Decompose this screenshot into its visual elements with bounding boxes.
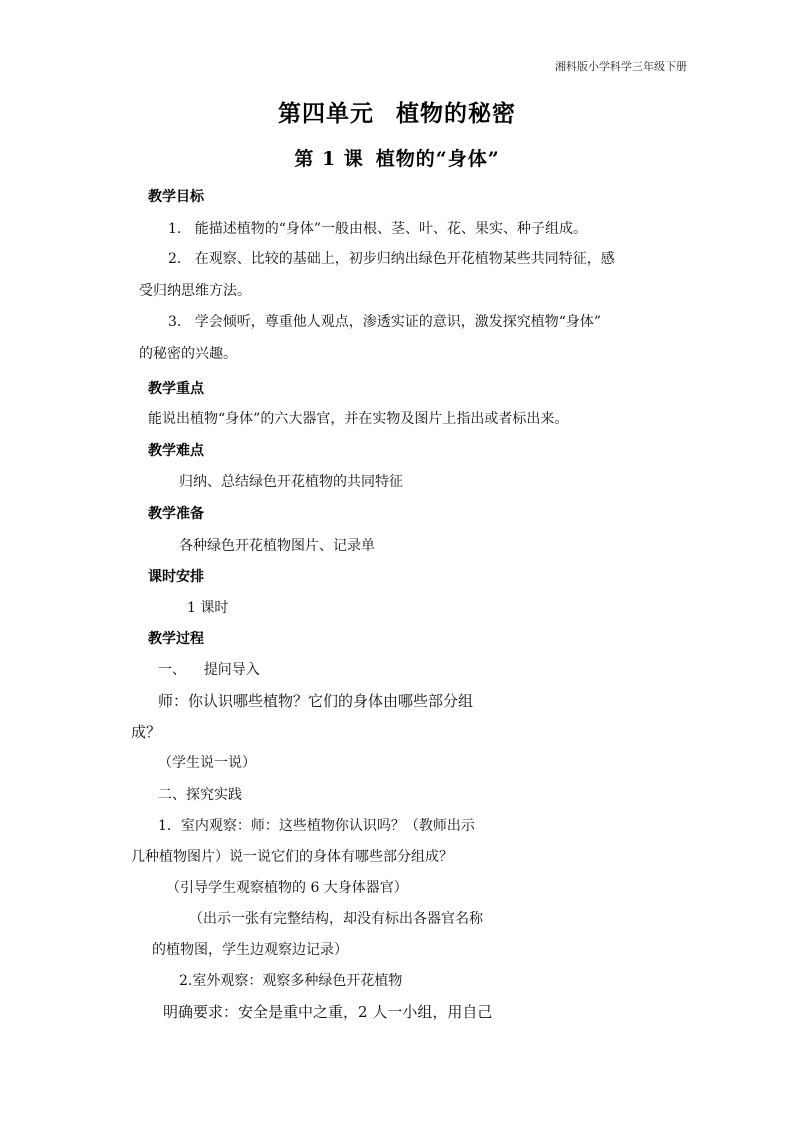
objective-item-2 <box>168 248 615 268</box>
indoor-observation-line-2: 几种植物图片）说一说它们的身体有哪些部分组成？ <box>131 849 453 865</box>
indoor-observation-line-1: 1．室内观察：师：这些植物你认识吗？（教师出示 <box>158 818 475 834</box>
page-header-note: 湘科版小学科学三年级下册 <box>555 60 687 73</box>
preparation-heading: 教学准备 <box>148 506 204 522</box>
difficulties-heading: 教学难点 <box>148 443 204 459</box>
lesson-title-number: 第 1 课 <box>294 148 364 170</box>
teacher-question-line-1: 师：你认识哪些植物？它们的身体由哪些部分组 <box>158 692 474 710</box>
difficulties-text: 归纳、总结绿色开花植物的共同特征 <box>179 474 403 490</box>
preparation-text: 各种绿色开花植物图片、记录单 <box>179 538 375 554</box>
step-title: 提问导入 <box>203 662 260 678</box>
unit-title-name: 植物的秘密 <box>396 100 516 127</box>
lesson-title <box>0 144 794 171</box>
process-heading: 教学过程 <box>148 631 204 647</box>
unit-title-number: 第四单元 <box>278 100 374 127</box>
objective-item-2-continued: 受归纳思维方法。 <box>139 283 251 299</box>
show-picture-line-1: （出示一张有完整结构，却没有标出各器官名称 <box>189 911 483 927</box>
objective-number: 3. <box>168 314 182 330</box>
schedule-text: 1 课时 <box>187 600 229 616</box>
outdoor-observation: 2.室外观察：观察多种绿色开花植物 <box>179 973 403 989</box>
objective-number: 1. <box>168 221 182 237</box>
objectives-heading: 教学目标 <box>148 189 204 205</box>
key-points-text: 能说出植物“身体”的六大器官，并在实物及图片上指出或者标出来。 <box>148 411 569 427</box>
objective-item-3 <box>168 311 601 331</box>
requirement-text: 明确要求：安全是重中之重，2 人一小组，用自己 <box>163 1003 493 1021</box>
guide-note: （引导学生观察植物的 6 大身体器官） <box>166 880 408 896</box>
students-say: （学生说一说） <box>158 755 256 771</box>
step-number: 一、 <box>158 662 186 678</box>
objective-text: 能描述植物的“身体”一般由根、茎、叶、花、果实、种子组成。 <box>194 221 588 237</box>
unit-title <box>0 95 794 128</box>
objective-text: 在观察、比较的基础上，初步归纳出绿色开花植物某些共同特征，感 <box>194 251 615 267</box>
schedule-heading: 课时安排 <box>148 569 204 585</box>
objective-number: 2. <box>168 251 182 267</box>
teacher-question-line-2: 成？ <box>131 723 162 741</box>
key-points-heading: 教学重点 <box>148 381 204 397</box>
process-step-1 <box>158 659 260 679</box>
process-step-2: 二、探究实践 <box>158 787 242 803</box>
objective-item-1 <box>168 218 587 238</box>
objective-item-3-continued: 的秘密的兴趣。 <box>139 346 237 362</box>
lesson-title-name: 植物的“身体” <box>375 148 500 170</box>
show-picture-line-2: 的植物图，学生边观察边记录） <box>152 942 348 958</box>
objective-text: 学会倾听，尊重他人观点，渗透实证的意识，激发探究植物“身体” <box>194 314 602 330</box>
